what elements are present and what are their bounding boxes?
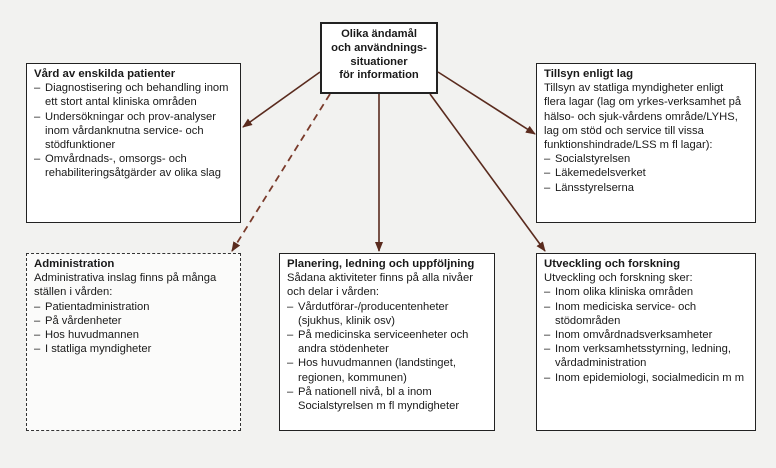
box-planering (279, 253, 495, 431)
box-title: Planering, ledning och uppföljning (287, 258, 475, 270)
list-item: – På nationell nivå, bl a inom Socialstyrelsen m fl myndigheter (287, 385, 487, 413)
arrow-to-vard (243, 72, 320, 127)
center-line: och användnings- (331, 41, 427, 54)
center-box (320, 22, 438, 94)
list-item: – Inom omvårdnadsverksamheter (544, 328, 748, 342)
list-item: – Diagnostisering och behandling inom ett stort antal kliniska områden (34, 81, 233, 109)
arrow-to-utv (430, 94, 545, 251)
box-intro: Sådana aktiviteter finns på alla nivåer och delar i vården: (287, 272, 473, 299)
list-item: – Läkemedelsverket (544, 166, 748, 180)
box-intro: Tillsyn av statliga myndigheter enligt flera lagar (lag om yrkes-verksamhet på hälso- och sjuk-vårdens område/LYHS, lag om stöd och service till vissa funktionshindrade/LSS m fl lagar): (544, 82, 742, 152)
box-intro: Administrativa inslag finns på många ställen i vården: (34, 272, 217, 299)
list-item: – På vårdenheter (34, 314, 233, 328)
arrow-to-admin-dashed (232, 94, 330, 251)
box-title: Administration (34, 258, 115, 270)
list-item: – Inom olika kliniska områden (544, 285, 748, 299)
center-line: situationer (350, 55, 408, 68)
box-list (34, 81, 233, 180)
box-list (544, 152, 748, 195)
list-item: – Patientadministration (34, 300, 233, 314)
list-item: – Inom mediciska service- och stödområden (544, 300, 748, 328)
box-utveckling (536, 253, 756, 431)
center-line: för information (339, 69, 419, 82)
list-item: – Vårdutförar-/producentenheter (sjukhus, klinik osv) (287, 300, 487, 328)
list-item: – Inom verksamhetsstyrning, ledning, vårdadministration (544, 342, 748, 370)
list-item: – Länsstyrelserna (544, 181, 748, 195)
list-item: – Inom epidemiologi, socialmedicin m m (544, 371, 748, 385)
box-title: Tillsyn enligt lag (544, 68, 634, 80)
box-tillsyn (536, 63, 756, 223)
center-line: Olika ändamål (341, 28, 417, 40)
list-item: – Undersökningar och prov-analyser inom vårdanknutna service- och stödfunktioner (34, 110, 233, 153)
list-item: – Socialstyrelsen (544, 152, 748, 166)
list-item: – Hos huvudmannen (34, 328, 233, 342)
box-list (287, 300, 487, 414)
box-vard-patienter (26, 63, 241, 223)
list-item: – I statliga myndigheter (34, 342, 233, 356)
list-item: – Omvårdnads-, omsorgs- och rehabiliteringsåtgärder av olika slag (34, 152, 233, 180)
box-administration (26, 253, 241, 431)
box-intro: Utveckling och forskning sker: (544, 272, 693, 285)
box-list (34, 300, 233, 357)
list-item: – På medicinska serviceenheter och andra stödenheter (287, 328, 487, 356)
box-title: Utveckling och forskning (544, 258, 681, 270)
list-item: – Hos huvudmannen (landstinget, regionen, kommunen) (287, 356, 487, 384)
box-title: Vård av enskilda patienter (34, 68, 176, 80)
box-list (544, 285, 748, 384)
